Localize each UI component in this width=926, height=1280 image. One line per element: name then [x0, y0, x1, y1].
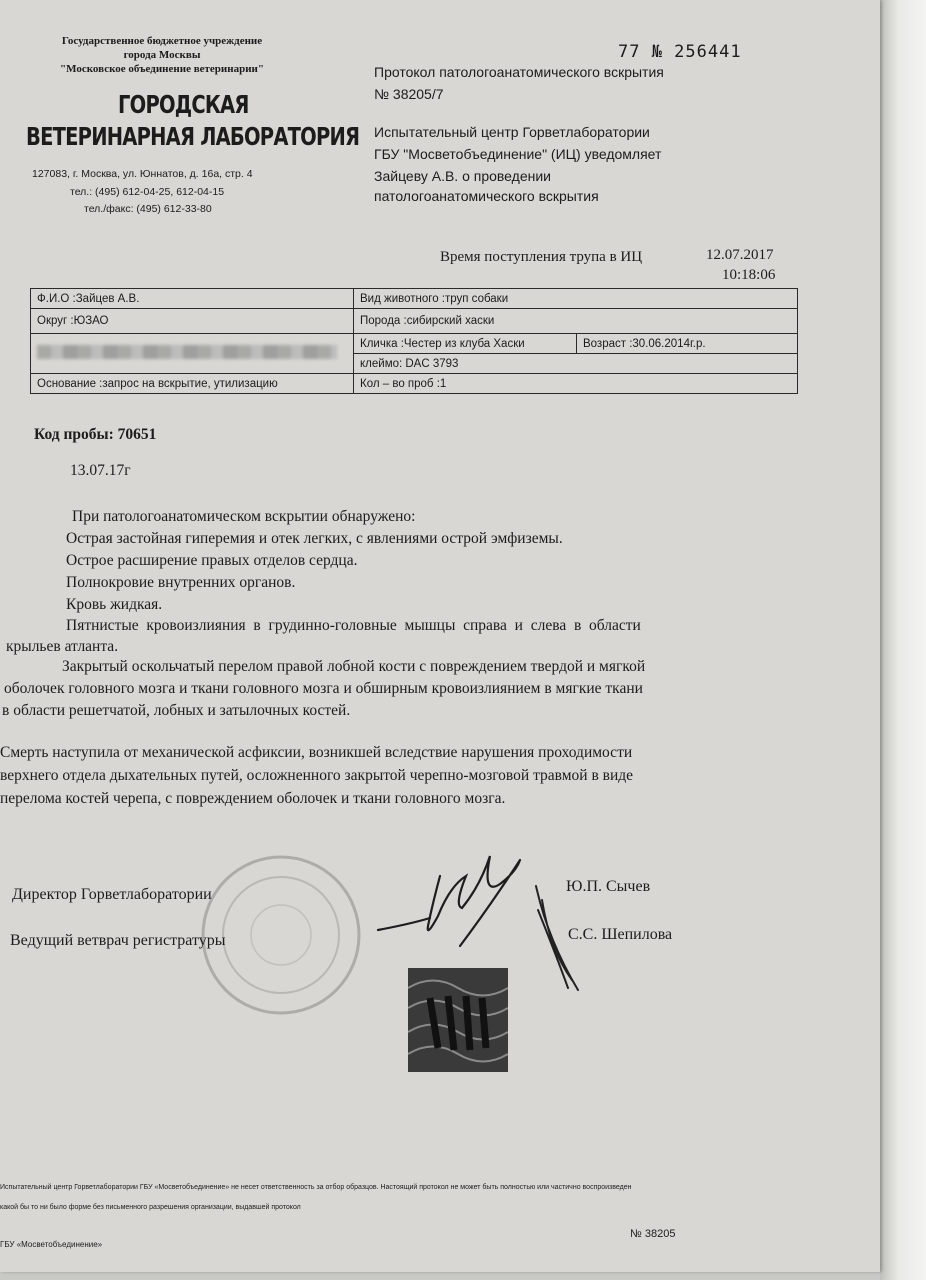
- footer-doc-number: № 38205: [630, 1228, 676, 1240]
- arrival-date: 12.07.2017: [706, 247, 774, 263]
- finding-4: Кровь жидкая.: [66, 596, 163, 613]
- hologram-sticker: [408, 968, 508, 1072]
- cell-basis: Основание :запрос на вскрытие, утилизацию: [31, 374, 354, 394]
- lab-title-line-1: ГОРОДСКАЯ: [118, 90, 249, 119]
- vet-title: Ведущий ветврач регистратуры: [10, 932, 226, 949]
- protocol-number: № 38205/7: [374, 86, 444, 102]
- cell-redacted: [31, 334, 354, 374]
- cell-samples: Кол – во проб :1: [354, 374, 798, 394]
- cell-fio: Ф.И.О :Зайцев А.В.: [31, 289, 354, 309]
- finding-5-line-2: крыльев атланта.: [6, 638, 119, 655]
- arrival-time: 10:18:06: [722, 267, 776, 283]
- finding-2: Острое расширение правых отделов сердца.: [66, 552, 358, 569]
- cell-animal: Вид животного :труп собаки: [354, 289, 798, 309]
- owner-animal-table: [30, 288, 798, 394]
- org-line-2: города Москвы: [123, 49, 201, 61]
- conclusion-line-2: верхнего отдела дыхательных путей, осложненного закрытой черепно-мозговой травмой в виде: [0, 767, 634, 784]
- director-title: Директор Горветлаборатории: [12, 886, 212, 903]
- conclusion-line-1: Смерть наступила от механической асфиксии, возникшей вследствие нарушения проходимости: [0, 744, 633, 761]
- lab-fax: тел./факс: (495) 612-33-80: [84, 203, 212, 215]
- finding-5-line-1: Пятнистые кровоизлияния в грудинно-головные мышцы справа и слева в области: [66, 617, 641, 634]
- finding-1: Острая застойная гиперемия и отек легких, с явлениями острой эмфиземы.: [66, 530, 563, 547]
- notice-line-4: патологоанатомического вскрытия: [374, 188, 599, 204]
- protocol-title: Протокол патологоанатомического вскрытия: [374, 64, 664, 80]
- director-signature: [370, 846, 540, 956]
- org-line-1: Государственное бюджетное учреждение: [61, 35, 263, 47]
- lab-title-line-2: ВЕТЕРИНАРНАЯ ЛАБОРАТОРИЯ: [26, 122, 360, 151]
- vet-signature: [528, 880, 588, 1000]
- notice-line-2: ГБУ "Мосветобъединение" (ИЦ) уведомляет: [374, 146, 662, 162]
- sample-code: Код пробы: 70651: [34, 426, 157, 443]
- conclusion-line-3: перелома костей черепа, с повреждением оболочек и ткани головного мозга.: [0, 790, 506, 807]
- finding-6-line-3: в области решетчатой, лобных и затылочных костей.: [2, 702, 351, 719]
- finding-6-line-2: оболочек головного мозга и ткани головного мозга и обширным кровоизлиянием в мягкие ткани: [4, 680, 643, 697]
- org-line-3: "Московское объединение ветеринарии": [59, 63, 265, 75]
- sample-date: 13.07.17г: [70, 462, 131, 479]
- footer-org-short: ГБУ «Мосветобъединение»: [0, 1240, 103, 1249]
- disclaimer-line-2: какой бы то ни было форме без письменного разрешения организации, выдавшей протокол: [0, 1204, 301, 1211]
- disclaimer-line-1: Испытательный центр Горветлаборатории ГБУ «Мосветобъединение» не несет ответственность за отбор образцов. Настоящий протокол не может быть полностью или частично воспроизведен: [0, 1184, 632, 1191]
- form-number: 77 № 256441: [618, 42, 742, 62]
- cell-district: Округ :ЮЗАО: [31, 309, 354, 334]
- vet-name: С.С. Шепилова: [568, 926, 673, 943]
- page-edge: [880, 0, 926, 1280]
- redacted-block: [37, 345, 337, 359]
- arrival-label: Время поступления трупа в ИЦ: [440, 249, 643, 265]
- cell-breed: Порода :сибирский хаски: [354, 309, 798, 334]
- lab-phone: тел.: (495) 612-04-25, 612-04-15: [70, 186, 225, 198]
- findings-intro: При патологоанатомическом вскрытии обнаружено:: [72, 508, 416, 525]
- director-name: Ю.П. Сычев: [566, 878, 651, 895]
- notice-line-1: Испытательный центр Горветлаборатории: [374, 124, 650, 140]
- cell-nickname: Кличка :Честер из клуба Хаски: [354, 334, 577, 354]
- finding-3: Полнокровие внутренних органов.: [66, 574, 296, 591]
- lab-address: 127083, г. Москва, ул. Юннатов, д. 16а, стр. 4: [32, 168, 253, 180]
- cell-age: Возраст :30.06.2014г.р.: [577, 334, 798, 354]
- finding-6-line-1: Закрытый оскольчатый перелом правой лобной кости с повреждением твердой и мягкой: [62, 658, 646, 675]
- notice-line-3: Зайцеву А.В. о проведении: [374, 168, 551, 184]
- cell-brand: клеймо: DAC 3793: [354, 354, 798, 374]
